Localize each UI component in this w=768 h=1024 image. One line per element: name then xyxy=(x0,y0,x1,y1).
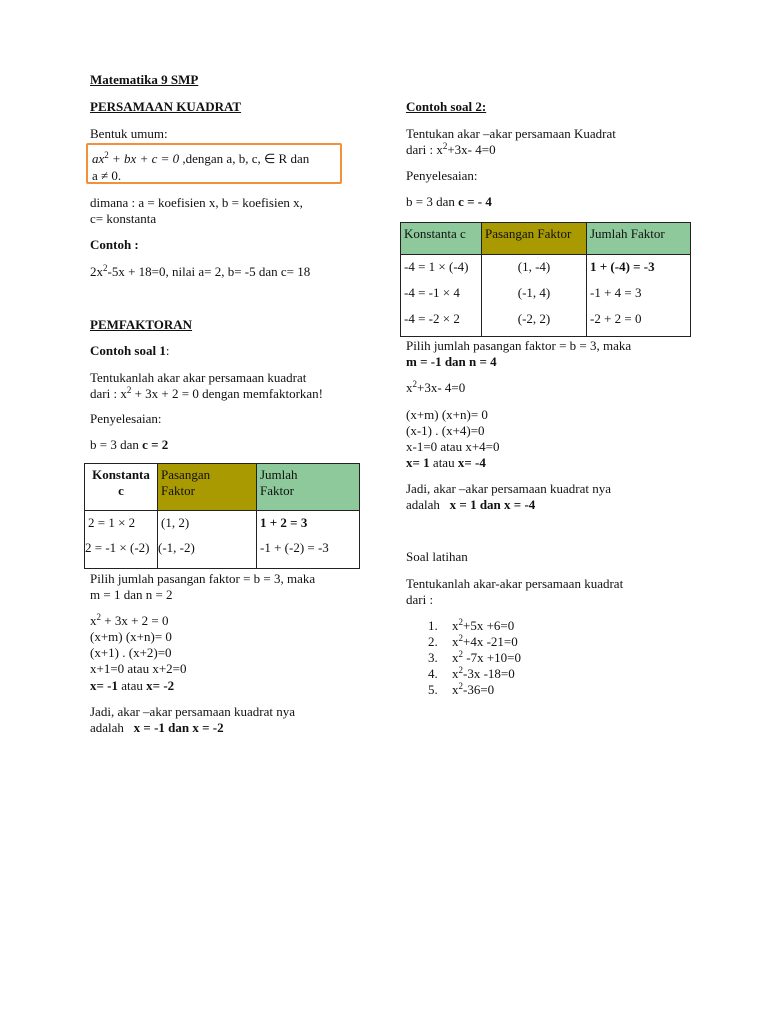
table-row xyxy=(401,309,691,337)
example-2-pick-line-1: Pilih jumlah pasangan faktor = b = 3, maka xyxy=(406,338,632,353)
general-form-line1: $ax^2$ + bx + c = 0 ,dengan a, b, c, ∈ R dan xyxy=(92,150,310,166)
header-constant: Konstanta c xyxy=(401,223,482,255)
header-pair: Pasangan Faktor xyxy=(158,464,257,511)
cell-constant: 2 = 1 × 2 xyxy=(85,511,158,537)
cell-pair: (1, 2) xyxy=(158,511,257,537)
subject-title: Matematika 9 SMP xyxy=(90,72,199,87)
header-pair: Pasangan Faktor xyxy=(482,223,587,255)
example-label: Contoh : xyxy=(90,237,139,252)
exercise-title: Soal latihan xyxy=(406,549,468,564)
example-2-step-5: x= 1 atau x= -4 xyxy=(406,455,486,470)
example-2-step-4: x-1=0 atau x+4=0 xyxy=(406,439,500,454)
example-1-step-3: (x+1) . (x+2)=0 xyxy=(90,645,172,660)
list-item: 2. $x^2+4x$ -21=0 xyxy=(428,633,518,649)
factor-table-2 xyxy=(400,222,691,337)
exercise-question-line-2: dari : xyxy=(406,592,434,607)
example-2-question-line-2: dari : $x^2+3x-$ 4=0 xyxy=(406,141,496,157)
example-1-conclusion-line-2: adalah x = -1 dan x = -2 xyxy=(90,720,224,735)
general-form-label: Bentuk umum: xyxy=(90,126,168,141)
table-row xyxy=(85,537,360,569)
example-1-solution-label: Penyelesaian: xyxy=(90,411,162,426)
table-row xyxy=(85,511,360,537)
list-item: 3. $x^2$ -7x +10=0 xyxy=(428,649,521,665)
exercise-question-line-1: Tentukanlah akar-akar persamaan kuadrat xyxy=(406,576,624,591)
example-2-step-3: (x-1) . (x+4)=0 xyxy=(406,423,485,438)
list-item: 1. $x^2+5x +6=0$ xyxy=(428,617,515,633)
cell-constant: -4 = 1 × (-4) xyxy=(401,255,482,283)
cell-pair: (-1, -2) xyxy=(158,537,257,569)
example-1-step-2: (x+m) (x+n)= 0 xyxy=(90,629,172,644)
example-2-bc: b = 3 dan c = - 4 xyxy=(406,194,492,209)
example-2-conclusion-line-2: adalah x = 1 dan x = -4 xyxy=(406,497,536,512)
cell-sum: -2 + 2 = 0 xyxy=(587,309,691,337)
example-1-step-1: $x^2 + 3x + 2 = 0$ xyxy=(90,612,169,628)
list-item: 5. $x^2-36=0$ xyxy=(428,681,495,697)
example-1-step-4: x+1=0 atau x+2=0 xyxy=(90,661,187,676)
cell-constant: 2 = -1 × (-2) xyxy=(85,537,158,569)
cell-constant: -4 = -1 × 4 xyxy=(401,283,482,309)
example-1-question-line-1: Tentukanlah akar akar persamaan kuadrat xyxy=(90,370,307,385)
general-form-line2: a ≠ 0. xyxy=(92,168,122,183)
table-row xyxy=(401,255,691,283)
example-2-step-2: (x+m) (x+n)= 0 xyxy=(406,407,488,422)
example-2-conclusion-line-1: Jadi, akar –akar persamaan kuadrat nya xyxy=(406,481,612,496)
cell-pair: (-2, 2) xyxy=(482,309,587,337)
cell-sum: 1 + (-4) = -3 xyxy=(587,255,691,283)
header-sum: Jumlah Faktor xyxy=(257,464,360,511)
example-2-step-1: $x^2+3x-$ 4=0 xyxy=(406,379,466,395)
example-1-bc: b = 3 dan c = 2 xyxy=(90,437,169,452)
table-header-row xyxy=(401,223,691,255)
example-equation: $2x^2-5x + 18=0$, nilai a= 2, b= -5 dan c= 18 xyxy=(90,263,311,279)
general-form-box xyxy=(86,143,342,184)
cell-sum: -1 + (-2) = -3 xyxy=(257,537,360,569)
cell-pair: (-1, 4) xyxy=(482,283,587,309)
example-2-solution-label: Penyelesaian: xyxy=(406,168,478,183)
where-line-2: c= konstanta xyxy=(90,211,157,226)
example-1-pick-line-1: Pilih jumlah pasangan faktor = b = 3, maka xyxy=(90,571,316,586)
where-line-1: dimana : a = koefisien x, b = koefisien x, xyxy=(90,195,303,210)
example-1-label: Contoh soal 1: xyxy=(90,343,170,358)
list-item: 4. $x^2-3x$ -18=0 xyxy=(428,665,515,681)
cell-sum: 1 + 2 = 3 xyxy=(257,511,360,537)
example-1-question-line-2: dari : $x^2 + 3x + 2 = 0$ dengan memfaktorkan! xyxy=(90,385,323,401)
table-header-row xyxy=(85,464,360,511)
factoring-title: PEMFAKTORAN xyxy=(90,317,193,332)
cell-constant: -4 = -2 × 2 xyxy=(401,309,482,337)
cell-pair: (1, -4) xyxy=(482,255,587,283)
example-1-step-5: x= -1 atau x= -2 xyxy=(90,678,175,693)
example-1-conclusion-line-1: Jadi, akar –akar persamaan kuadrat nya xyxy=(90,704,296,719)
header-sum: Jumlah Faktor xyxy=(587,223,691,255)
table-row xyxy=(401,283,691,309)
example-2-question-line-1: Tentukan akar –akar persamaan Kuadrat xyxy=(406,126,616,141)
header-constant: Konstanta c xyxy=(85,464,158,511)
example-1-pick-line-2: m = 1 dan n = 2 xyxy=(90,587,173,602)
section-title: PERSAMAAN KUADRAT xyxy=(90,99,242,114)
factor-table-1 xyxy=(84,463,360,569)
example-2-label: Contoh soal 2: xyxy=(406,99,487,114)
example-2-pick-line-2: m = -1 dan n = 4 xyxy=(406,354,497,369)
cell-sum: -1 + 4 = 3 xyxy=(587,283,691,309)
